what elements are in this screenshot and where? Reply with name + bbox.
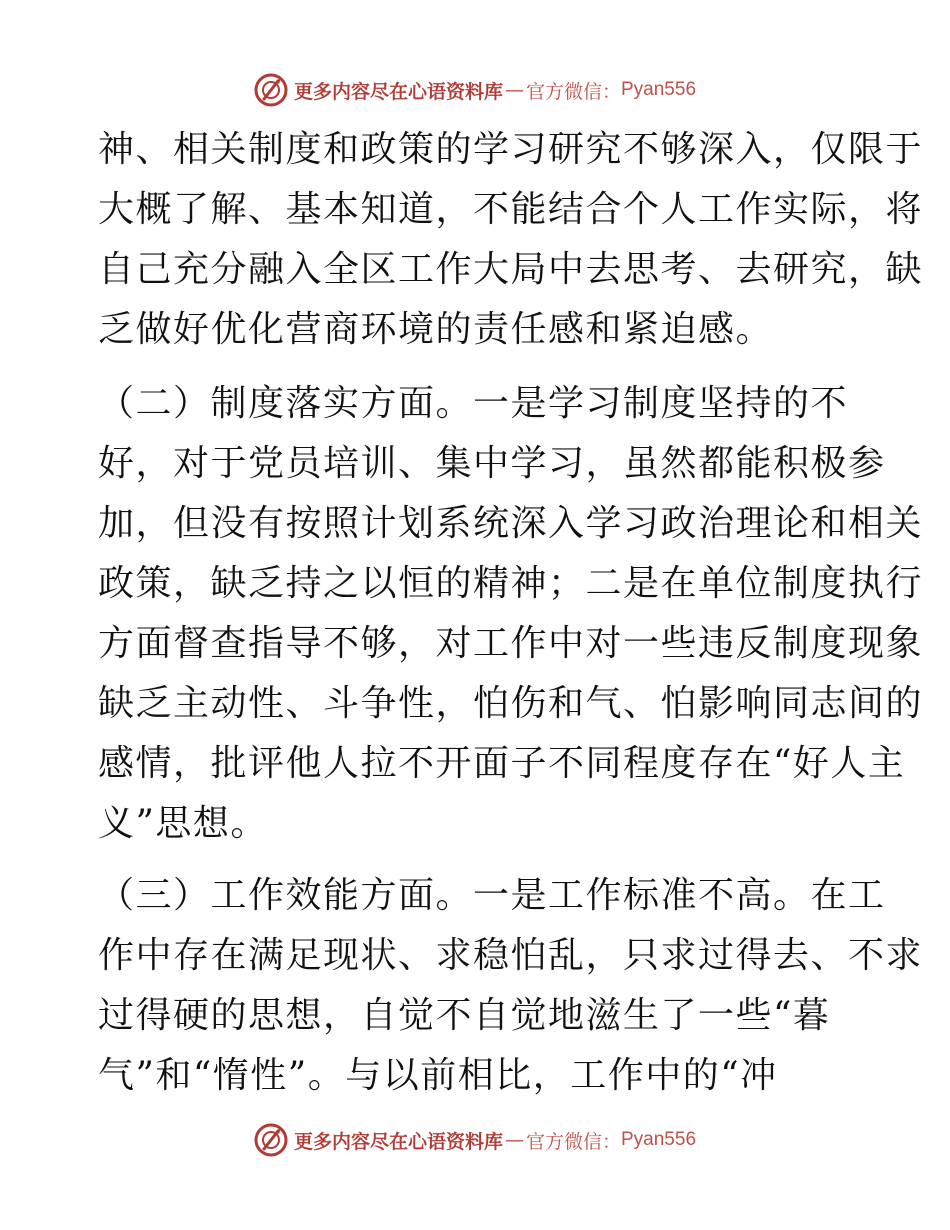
watermark-id: Pyan556 (621, 1129, 697, 1150)
watermark-text: 更多内容尽在心语资料库 (293, 1130, 503, 1153)
watermark-label: 官方微信： (525, 1130, 621, 1153)
text-line: （三）工作效能方面。一是工作标准不高。在工 (98, 875, 886, 916)
footer-watermark (0, 1120, 950, 1160)
brand-logo-icon (254, 73, 288, 107)
text-line: 义”思想。 (98, 803, 268, 844)
text-line: 自己充分融入全区工作大局中去思考、去研究，缺 (98, 249, 924, 290)
header-watermark (0, 70, 950, 110)
text-line: 加，但没有按照计划系统深入学习政治理论和相关 (98, 503, 924, 544)
watermark-id: Pyan556 (621, 79, 697, 100)
text-line: 大概了解、基本知道，不能结合个人工作实际，将 (98, 189, 924, 230)
watermark-label: 官方微信： (525, 80, 621, 103)
brand-logo-icon (254, 1123, 288, 1157)
text-line: 作中存在满足现状、求稳怕乱，只求过得去、不求 (98, 935, 924, 976)
text-line: 神、相关制度和政策的学习研究不够深入，仅限于 (98, 129, 924, 170)
watermark-separator: — (504, 1129, 524, 1151)
text-line: （二）制度落实方面。一是学习制度坚持的不 (98, 383, 849, 424)
document-body (98, 120, 924, 1116)
paragraph-3 (98, 866, 924, 1106)
text-line: 过得硬的思想，自觉不自觉地滋生了一些“暮 (98, 995, 831, 1036)
text-line: 政策，缺乏持之以恒的精神；二是在单位制度执行 (98, 563, 924, 604)
watermark-separator: — (504, 79, 524, 101)
watermark-text: 更多内容尽在心语资料库 (293, 80, 503, 103)
text-line: 好，对于党员培训、集中学习，虽然都能积极参 (98, 443, 886, 484)
text-line: 方面督查指导不够，对工作中对一些违反制度现象 (98, 623, 924, 664)
text-line: 气”和“惰性”。与以前相比，工作中的“冲 (98, 1055, 778, 1096)
text-line: 感情，批评他人拉不开面子不同程度存在“好人主 (98, 743, 906, 784)
text-line: 缺乏主动性、斗争性，怕伤和气、怕影响同志间的 (98, 683, 924, 724)
text-line: 乏做好优化营商环境的责任感和紧迫感。 (98, 309, 774, 350)
paragraph-1 (98, 120, 924, 360)
paragraph-2 (98, 374, 924, 854)
